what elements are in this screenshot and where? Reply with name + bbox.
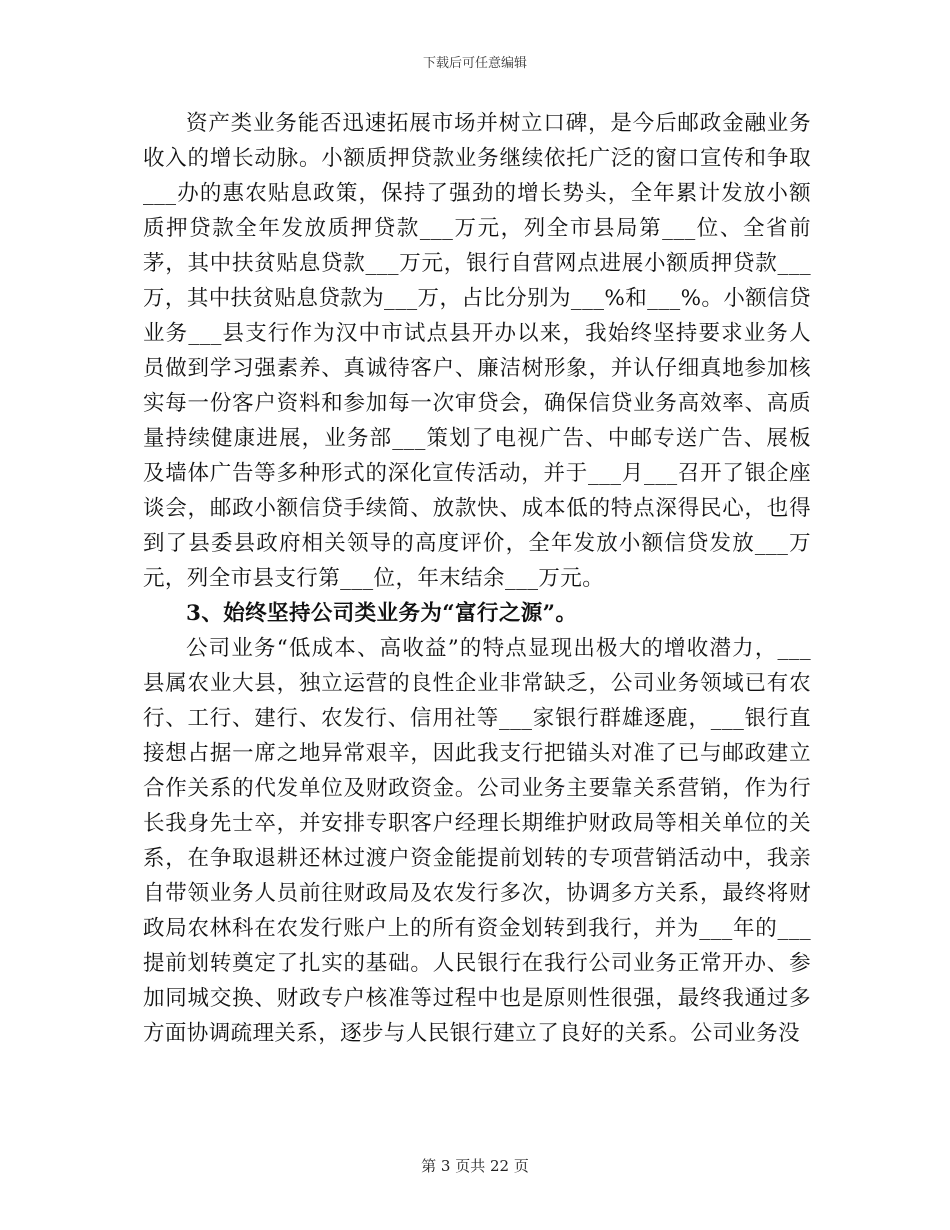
page-number: 第 3 页共 22 页 [421, 1157, 529, 1175]
document-body [143, 106, 811, 1051]
section-heading-corporate: 3、始终坚持公司类业务为“富行之源”。 [186, 601, 578, 626]
paragraph-assets-business: 资产类业务能否迅速拓展市场并树立口碑，是今后邮政金融业务收入的增长动脉。小额质押贷款业务继续依托广泛的窗口宣传和争取___办的惠农贴息政策，保持了强劲的增长势头，全年累计发放小额质押贷款全年发放质押贷款___万元，列全市县局第___位、全省前茅，其中扶贫贴息贷款___万元，银行自营网点进展小额质押贷款___万，其中扶贫贴息贷款为___万，占比分别为___%和___%。小额信贷业务___县支行作为汉中市试点县开办以来，我始终坚持要求业务人员做到学习强素养、真诚待客户、廉洁树形象，并认仔细真地参加核实每一份客户资料和参加每一次审贷会，确保信贷业务高效率、高质量持续健康进展，业务部___策划了电视广告、中邮专送广告、展板及墙体广告等多种形式的深化宣传活动，并于___月___召开了银企座谈会，邮政小额信贷手续简、放款快、成本低的特点深得民心，也得到了县委县政府相关领导的高度评价，全年发放小额信贷发放___万元，列全市县支行第___位，年末结余___万元。 [143, 111, 811, 591]
paragraph-corporate-business: 公司业务“低成本、高收益”的特点显现出极大的增收潜力，___县属农业大县，独立运营的良性企业非常缺乏，公司业务领域已有农行、工行、建行、农发行、信用社等___家银行群雄逐鹿，___银行直接想占据一席之地异常艰辛，因此我支行把锚头对准了已与邮政建立合作关系的代发单位及财政资金。公司业务主要靠关系营销，作为行长我身先士卒，并安排专职客户经理长期维护财政局等相关单位的关系，在争取退耕还林过渡户资金能提前划转的专项营销活动中，我亲自带领业务人员前往财政局及农发行多次，协调多方关系，最终将财政局农林科在农发行账户上的所有资金划转到我行，并为___年的___提前划转奠定了扎实的基础。人民银行在我行公司业务正常开办、参加同城交换、财政专户核准等过程中也是原则性很强，最终我通过多方面协调疏理关系，逐步与人民银行建立了良好的关系。公司业务没 [143, 636, 811, 1046]
page-header-note: 下载后可任意编辑 [422, 56, 527, 71]
